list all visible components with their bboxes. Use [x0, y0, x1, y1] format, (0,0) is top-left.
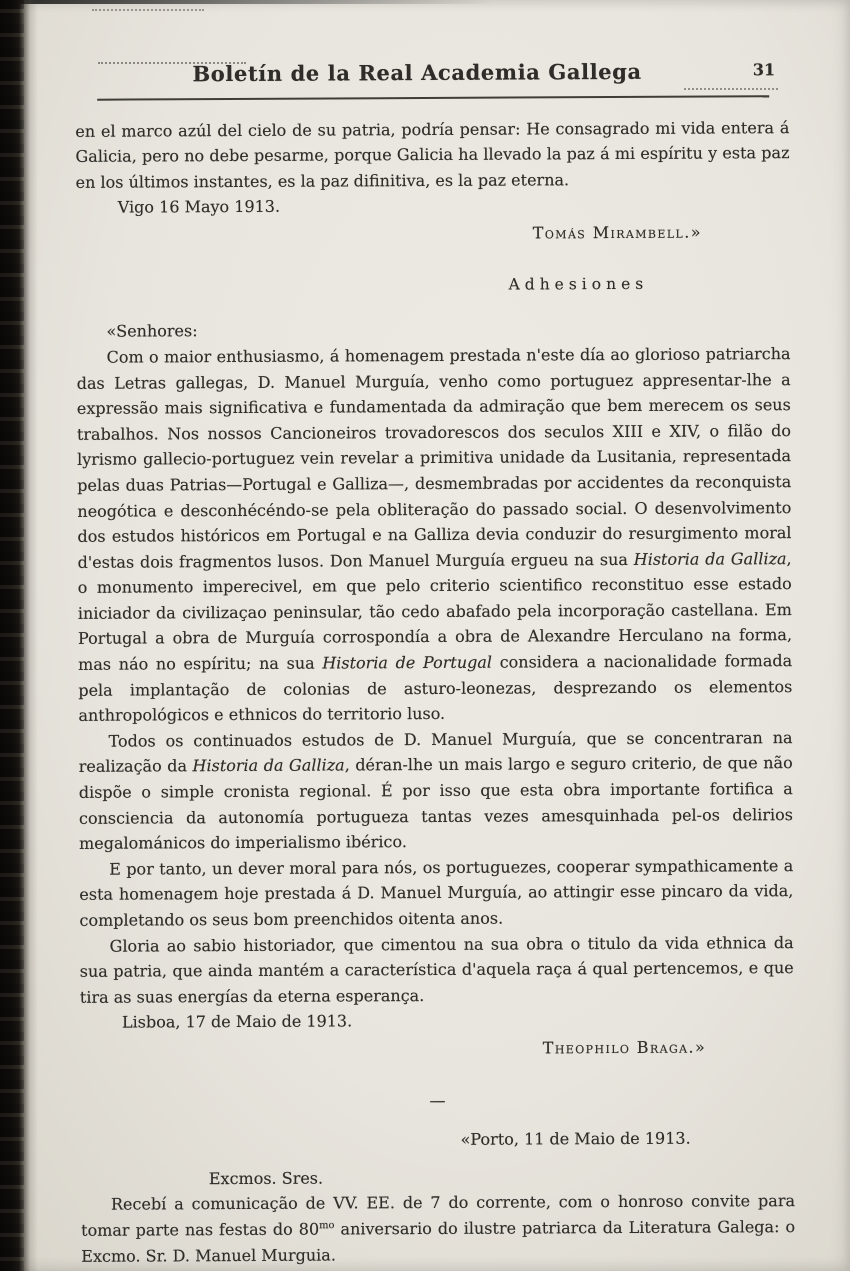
porto-dateline: «Porto, 11 de Maio de 1913.: [460, 1128, 691, 1149]
porto-salutation: Excmos. Sres.: [208, 1168, 324, 1188]
section-separator: —: [429, 1090, 446, 1110]
braga-paragraph-3: E por tanto, un dever moral para nós, os portuguezes, cooperar sympathicamente a esta homenagem hoje prestada á D. Manuel Murguía, ao attingir esse pincaro da vida, completando os seus bom preenchidos oitenta anos.: [79, 855, 794, 930]
porto-paragraph-1: Recebí a comunicação de VV. EE. de 7 do corrente, com o honroso convite para tomar parte nas festas do $80^{mo}$ aniversario do ilustre patriarca da Literatura Galega: o Excmo. Sr. D. Manuel Murguia.: [81, 1191, 796, 1266]
mirambell-dateline: Vigo 16 Mayo 1913.: [117, 197, 281, 217]
braga-paragraph-4: Gloria ao sabio historiador, que cimentou na sua obra o titulo da vida ethnica da sua patria, que ainda mantém a característica d'aquela raça á qual pertencemos, e que tira as suas energías da eterna esperança.: [79, 932, 794, 1007]
mirambell-closing-paragraph: en el marco azúl del cielo de su patria, podría pensar: He consagrado mi vida entera á Galicia, pero no debe pesarme, porque Galicia ha llevado la paz á mi espíritu y esta paz en los últimos instantes, es la paz difinitiva, es la paz eterna.: [75, 117, 790, 192]
braga-dateline: Lisboa, 17 de Maio de 1913.: [121, 1011, 353, 1032]
header-rule: [97, 95, 769, 101]
braga-paragraph-2: Todos os continuados estudos de D. Manuel Murguía, que se concentraran na realização da Historia da Galliza, déran-lhe un mais largo e seguro criterio, de que não dispõe o simple cronista regional. É por isso que esta obra importante fortifica a consciencia da autonomía portugueza tantas vezes amesquinhada pel-os delirios megalománicos do imperialismo ibérico.: [78, 727, 794, 854]
mirambell-signature: Tomás Mirambell.»: [532, 222, 702, 243]
braga-salutation: «Senhores:: [106, 321, 198, 342]
page-header: [75, 54, 789, 91]
binding-shadow: [0, 0, 38, 1271]
scan-artifact-top-edge: [0, 0, 493, 4]
braga-paragraph-1: Com o maior enthusiasmo, á homenagem prestada n'este día ao glorioso patriarcha das Letras gallegas, D. Manuel Murguía, venho como portuguez appresentar-lhe a expressão mais significativa e fundamentada da admiração que bem merecem os seus trabalhos. Nos nossos Cancioneiros trovadorescos dos seculos XIII e XIV, o filão do lyrismo gallecio-portuguez vein revelar a primitiva unidade da Lusitania, representada pelas duas Patrias—Portugal e Galliza—, desmembradas por accidentes da reconquista neogótica e desconhécéndo-se pela obliteração do passado social. O desenvolvimento dos estudos históricos em Portugal e na Galliza devia conduzir do resurgimento moral d'estas dois fragmentos lusos. Don Manuel Murguía ergueu na sua Historia da Galliza, o monumento imperecivel, em que pelo criterio scientifico reconstituo esse estado iniciador da civilizaçao peninsular, tão cedo abafado pela incorporação castellana. Em Portugal a obra de Murguía corrospondía a obra de Alexandre Herculano na forma, mas náo no espíritu; na sua Historia de Portugal considera a nacionalidade formada pela implantação de colonias de asturo-leonezas, desprezando os elementos anthropológicos e ethnicos do territorio luso.: [76, 344, 793, 726]
journal-title: Boletín de la Real Academia Gallega: [192, 58, 642, 87]
section-heading-adhesiones: Adhesiones: [508, 274, 649, 294]
page-number: 31: [752, 60, 776, 80]
braga-signature: Theophilo Braga.»: [542, 1037, 707, 1058]
